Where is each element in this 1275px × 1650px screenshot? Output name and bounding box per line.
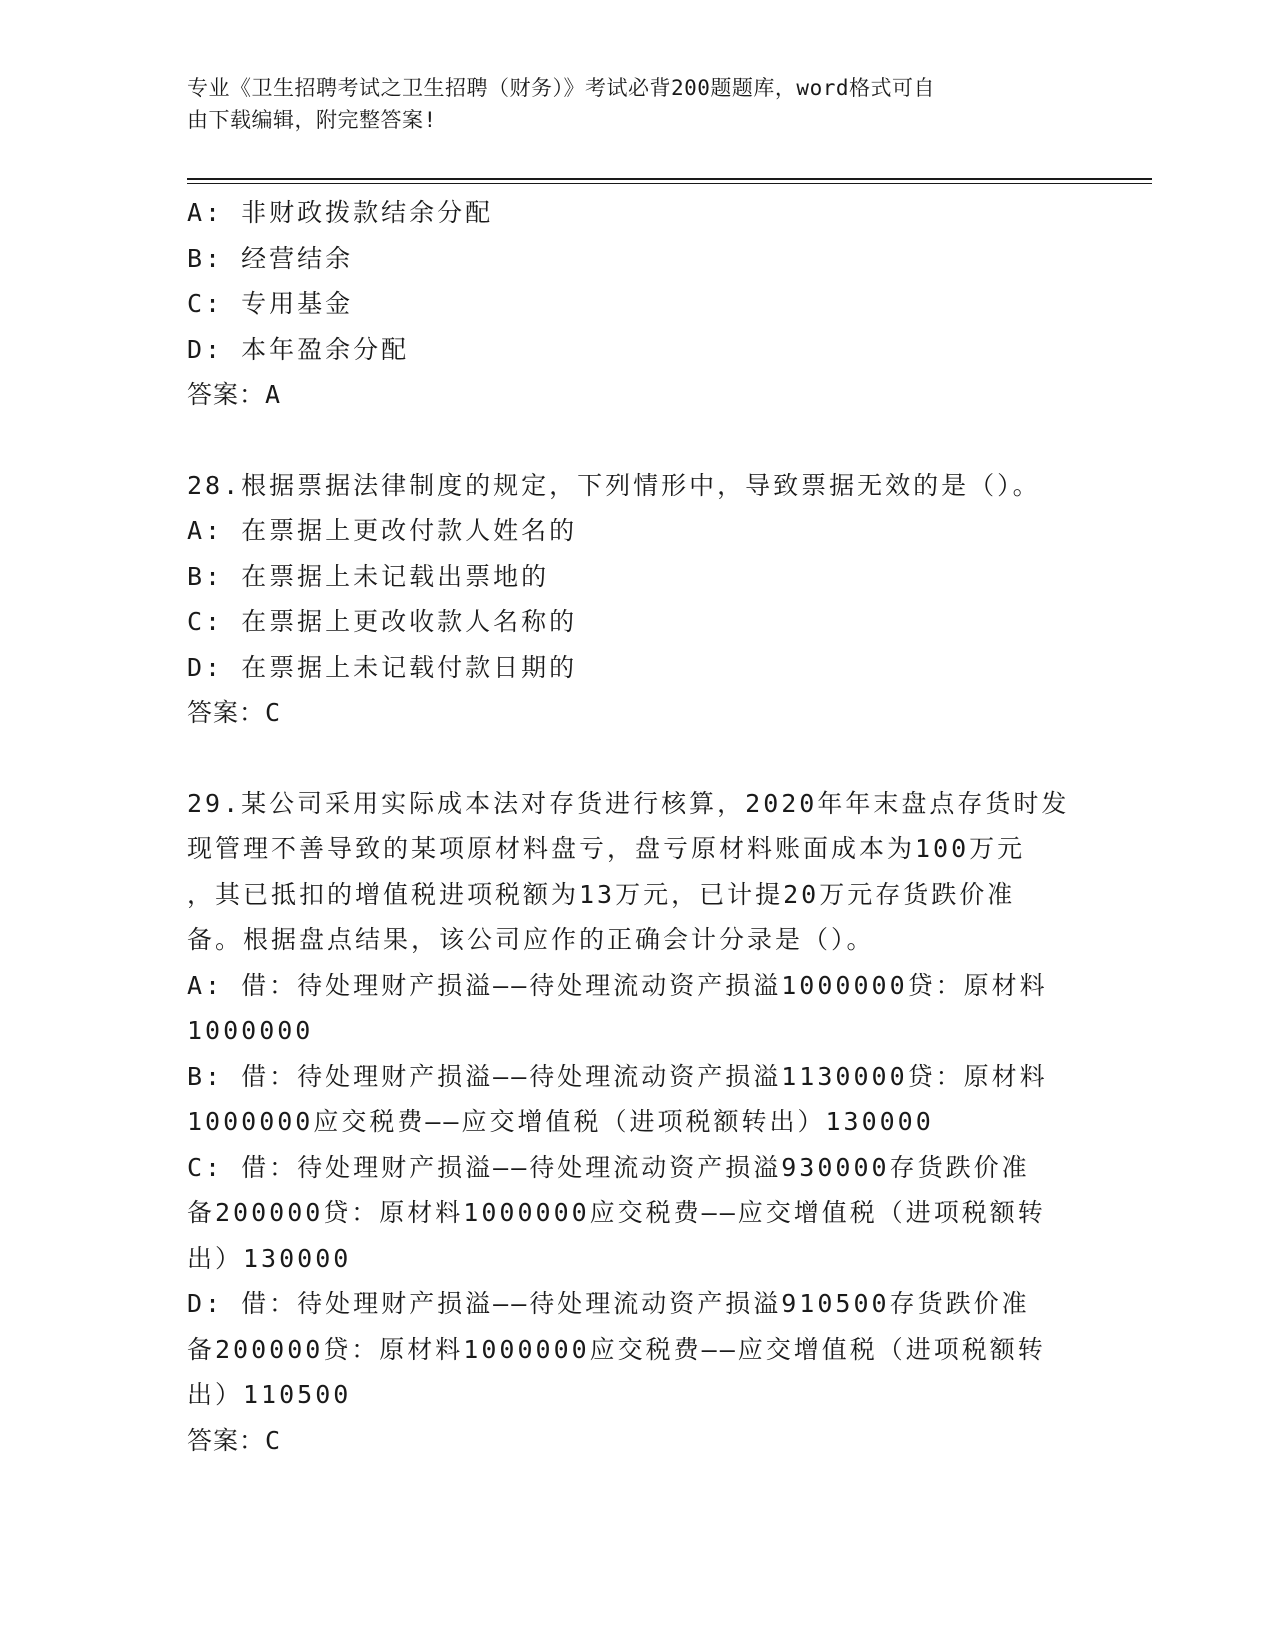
option-c-line: 出）130000 [187,1243,352,1273]
answer: 答案：C [187,1425,282,1455]
option-a: A: 非财政拨款结余分配 [187,198,494,227]
question-stem-line: 备。根据盘点结果，该公司应作的正确会计分录是（）。 [187,925,875,954]
question-stem-line: 现管理不善导致的某项原材料盘亏，盘亏原材料账面成本为100万元 [187,834,1026,863]
option-b: B: 经营结余 [187,243,354,273]
option-a: A: 在票据上更改付款人姓名的 [187,516,578,545]
question-29 [187,781,1152,1464]
answer: 答案：A [187,380,282,409]
option-b-line: B: 借：待处理财产损溢——待处理流动资产损溢1130000贷：原材料 [187,1061,1048,1091]
option-d: D: 本年盈余分配 [187,334,410,364]
spacer [187,418,1152,463]
question-stem-line: 29.某公司采用实际成本法对存货进行核算，2020年年末盘点存货时发 [187,788,1070,818]
option-d-line: 出）110500 [187,1380,352,1409]
option-b: B: 在票据上未记载出票地的 [187,561,550,591]
question-stem: 28.根据票据法律制度的规定，下列情形中，导致票据无效的是（）。 [187,470,1041,500]
option-c-line: 备200000贷：原材料1000000应交税费——应交增值税（进项税额转 [187,1198,1046,1227]
document-body [187,190,1152,1463]
option-a-line: 1000000 [187,1016,314,1045]
option-d-line: 备200000贷：原材料1000000应交税费——应交增值税（进项税额转 [187,1334,1046,1364]
header-divider-thin [187,183,1152,184]
option-c: C: 专用基金 [187,289,354,318]
question-stem-line: ，其已抵扣的增值税进项税额为13万元，已计提20万元存货跌价准 [187,879,1016,909]
answer: 答案：C [187,698,282,727]
option-d: D: 在票据上未记载付款日期的 [187,652,578,682]
header-line-2: 由下载编辑，附完整答案! [187,108,437,132]
option-d-line: D: 借：待处理财产损溢——待处理流动资产损溢910500存货跌价准 [187,1289,1030,1318]
option-c: C: 在票据上更改收款人名称的 [187,607,578,636]
question-27 [187,190,1152,418]
option-a-line: A: 借：待处理财产损溢——待处理流动资产损溢1000000贷：原材料 [187,970,1048,1000]
document-header [187,72,1067,136]
question-28 [187,463,1152,736]
spacer [187,736,1152,781]
header-divider-thick [187,178,1152,180]
header-line-1: 专业《卫生招聘考试之卫生招聘（财务）》考试必背200题题库，word格式可自 [187,76,935,100]
option-c-line: C: 借：待处理财产损溢——待处理流动资产损溢930000存货跌价准 [187,1152,1030,1182]
option-b-line: 1000000应交税费——应交增值税（进项税额转出）130000 [187,1107,934,1136]
